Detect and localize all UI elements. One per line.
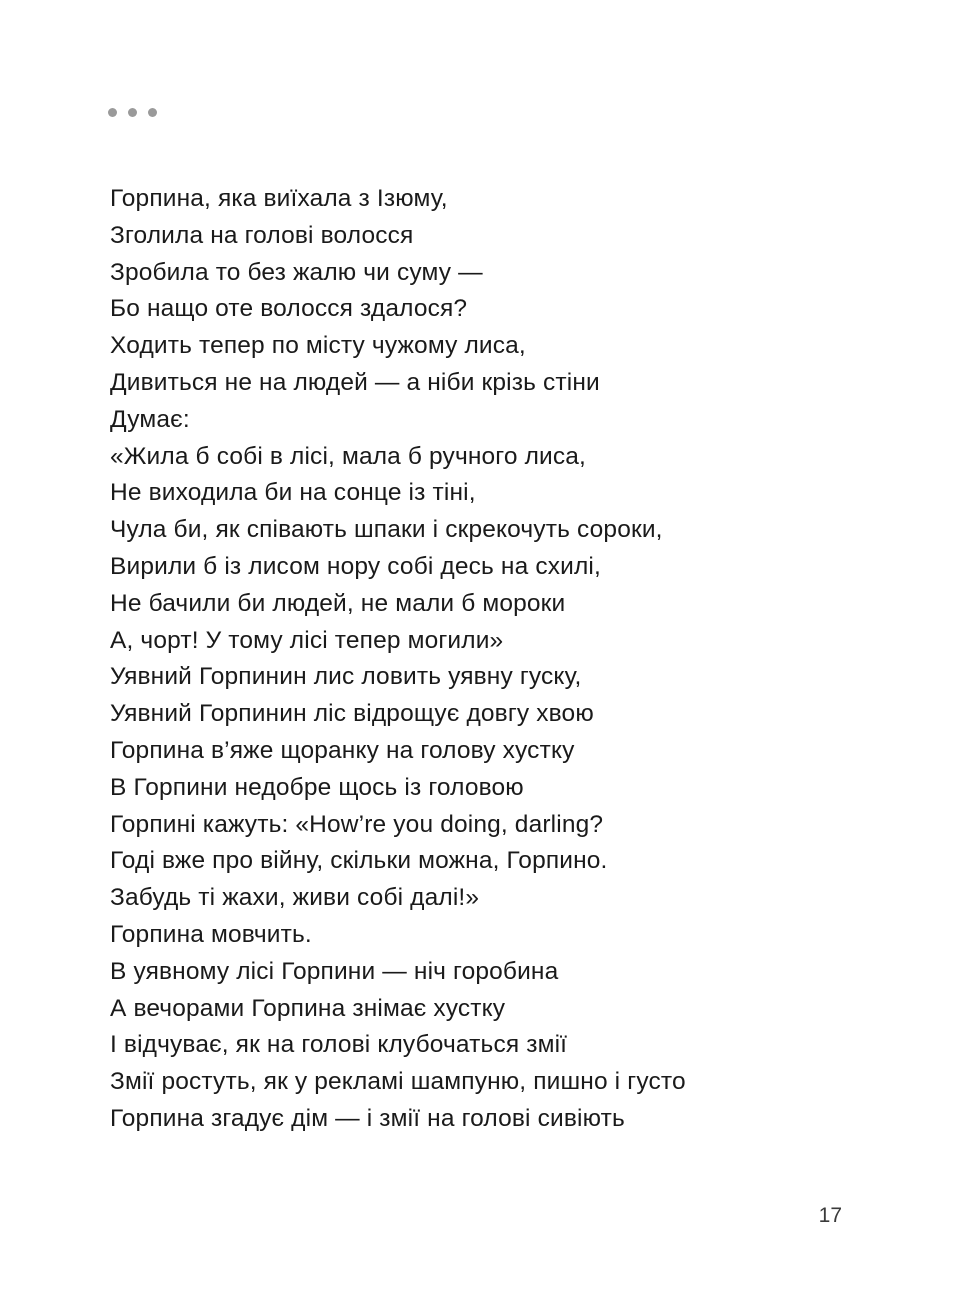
poem-line: Уявний Горпинин лис ловить уявну гуску,	[110, 663, 582, 691]
ornament-dot-icon	[108, 108, 117, 117]
poem-line: І відчуває, як на голові клубочаться змії	[110, 1031, 568, 1059]
poem-line: Горпині кажуть: «How’re you doing, darling?	[110, 810, 604, 838]
section-ornament	[108, 108, 157, 117]
poem-line: Зробила то без жалю чи суму —	[110, 258, 483, 286]
poem-line: Ходить тепер по місту чужому лиса,	[110, 332, 526, 360]
poem-line: Бо нащо оте волосся здалося?	[110, 295, 468, 323]
ornament-dot-icon	[148, 108, 157, 117]
poem-line: Не виходила би на сонце із тіні,	[110, 479, 476, 507]
poem-line: Горпина згадує дім — і змії на голові сивіють	[110, 1104, 625, 1132]
poem-line: А, чорт! У тому лісі тепер могили»	[110, 626, 504, 654]
poem-line: Вирили б із лисом нору собі десь на схилі,	[110, 552, 601, 580]
poem-line: В Горпини недобре щось із головою	[110, 773, 524, 801]
page-number: 17	[818, 1204, 842, 1227]
poem-line: Дивиться не на людей — а ніби крізь стіни	[110, 368, 600, 396]
poem-line: В уявному лісі Горпини — ніч горобина	[110, 957, 559, 985]
poem-line: Годі вже про війну, скільки можна, Горпино.	[110, 847, 608, 875]
poem-line: Змії ростуть, як у рекламі шампуню, пишно і густо	[110, 1068, 686, 1096]
poem-text	[110, 181, 686, 1138]
poem-line: Думає:	[110, 405, 190, 433]
poem-line: Горпина в’яже щоранку на голову хустку	[110, 736, 575, 764]
poem-line: Забудь ті жахи, живи собі далі!»	[110, 884, 480, 912]
poem-line: Чула би, як співають шпаки і скрекочуть сороки,	[110, 516, 663, 544]
poem-line: «Жила б собі в лісі, мала б ручного лиса,	[110, 442, 587, 470]
ornament-dot-icon	[128, 108, 137, 117]
poem-line: Не бачили би людей, не мали б мороки	[110, 589, 566, 617]
poem-line: А вечорами Горпина знімає хустку	[110, 994, 506, 1022]
poem-line: Горпина мовчить.	[110, 920, 312, 948]
poem-line: Зголила на голові волосся	[110, 221, 414, 249]
poem-line: Уявний Горпинин ліс відрощує довгу хвою	[110, 700, 594, 728]
poem-line: Горпина, яка виїхала з Ізюму,	[110, 185, 448, 212]
